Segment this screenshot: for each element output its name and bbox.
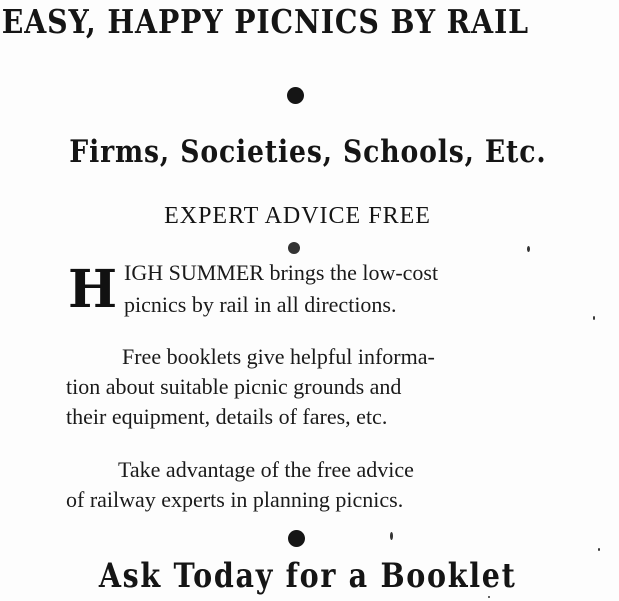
- subheading: Firms, Societies, Schools, Etc.: [69, 134, 547, 170]
- print-speck: [390, 532, 393, 540]
- headline: EASY, HAPPY PICNICS BY RAIL: [1, 2, 529, 41]
- print-speck: [488, 596, 490, 598]
- paragraph-2-line-3: their equipment, details of fares, etc.: [66, 404, 388, 429]
- drop-cap: H: [68, 259, 118, 320]
- print-speck: [527, 246, 530, 252]
- call-to-action: Ask Today for a Booklet: [98, 556, 517, 596]
- paragraph-1-line-1: IGH SUMMER brings the low-cost: [124, 260, 439, 285]
- print-speck: [593, 316, 595, 320]
- bullet-ornament-bottom: [288, 530, 305, 547]
- paragraph-3-line-2: of railway experts in planning picnics.: [66, 487, 404, 512]
- bullet-ornament-middle: [288, 242, 300, 254]
- print-speck: [598, 548, 600, 551]
- paragraph-1-line-2: picnics by rail in all directions.: [124, 292, 397, 317]
- advice-line: EXPERT ADVICE FREE: [164, 203, 431, 229]
- paragraph-2-line-1: Free booklets give helpful informa-: [122, 344, 435, 369]
- paragraph-3-line-1: Take advantage of the free advice: [118, 457, 414, 482]
- paragraph-2-line-2: tion about suitable picnic grounds and: [66, 374, 402, 399]
- bullet-ornament-top: [287, 87, 304, 104]
